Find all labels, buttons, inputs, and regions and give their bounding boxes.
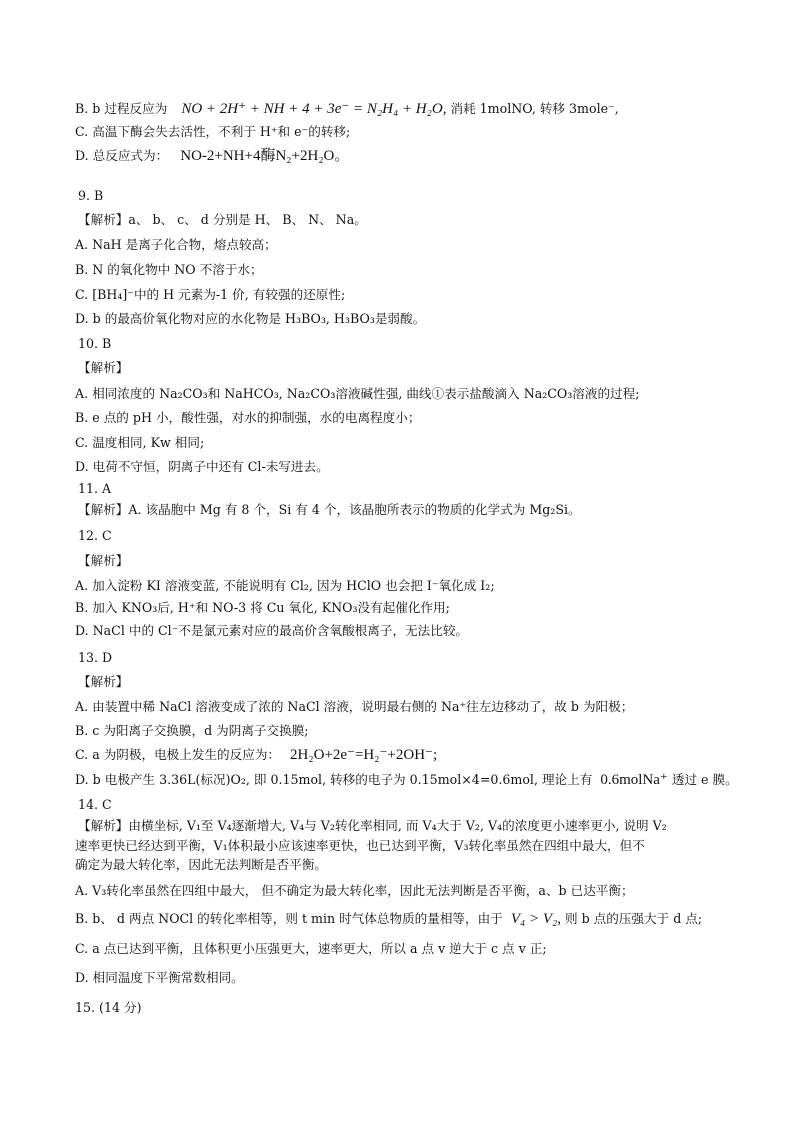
question-15-header: 15. (14 分) — [75, 1000, 142, 1015]
analysis-10: 【解析】 — [78, 360, 129, 375]
answer-9: 9. B — [78, 188, 104, 203]
analysis-12: 【解析】 — [78, 553, 129, 568]
analysis-14-line2: 速率更快已经达到平衡，V₁体积最小应该速率更快，也已达到平衡，V₃转化率虽然在四组中最大，但不 — [75, 838, 645, 853]
option-text: B. b、 d 两点 NOCl 的转化率相等，则 t min 时气体总物质的量相等，由于 — [75, 911, 503, 926]
answer-13: 13. D — [78, 650, 113, 665]
option-text: 则 b 点的压强大于 d 点; — [564, 911, 703, 926]
option-c-13 — [75, 747, 437, 763]
option-d-9: D. b 的最高价氧化物对应的水化物是 H₃BO₃, H₃BO₃是弱酸。 — [75, 311, 426, 326]
option-b-8 — [75, 101, 619, 117]
option-c-10: C. 温度相同, Kw 相同; — [75, 435, 205, 450]
analysis-14-line1: 【解析】由横坐标, V₁至 V₄逐渐增大, V₄与 V₂转化率相同, 而 V₄大于 V₂, V₄的浓度更小速率更小, 说明 V₂ — [78, 818, 667, 833]
option-text: C. a 为阴极，电极上发生的反应为： — [75, 747, 281, 762]
option-d-10: D. 电荷不守恒，阴离子中还有 Cl-未写进去。 — [75, 459, 329, 474]
option-d-12: D. NaCl 中的 Cl⁻不是氯元素对应的最高价含氧酸根离子，无法比较。 — [75, 623, 469, 638]
equation: NO + 2H⁺ + NH + 4 + 3e⁻ = N₂H₄ + H₂O, — [181, 101, 447, 117]
equation: V₄ > V₂, — [510, 911, 561, 927]
analysis-14-line3: 确定为最大转化率，因此无法判断是否平衡。 — [75, 857, 327, 872]
option-text: 透过 e 膜。 — [671, 772, 738, 787]
option-c-14: C. a 点已达到平衡，且体积更小压强更大，速率更大，所以 a 点 v 逆大于 c 点 v 正; — [75, 941, 547, 956]
option-text: 消耗 1molNO, 转移 3mole⁻, — [450, 101, 619, 116]
option-a-12: A. 加入淀粉 KI 溶液变蓝, 不能说明有 Cl₂, 因为 HClO 也会把 I⁻氧化成 I₂; — [75, 578, 495, 593]
option-text: B. b 过程反应为 — [75, 101, 168, 116]
option-text: D. 总反应式为： — [75, 148, 169, 163]
option-a-14: A. V₃转化率虽然在四组中最大， 但不确定为最大转化率，因此无法判断是否平衡，a、b 已达平衡； — [75, 883, 634, 898]
option-a-13: A. 由装置中稀 NaCl 溶液变成了浓的 NaCl 溶液，说明最右侧的 Na⁺往左边移动了，故 b 为阳极； — [75, 699, 634, 714]
equation: NO-2+NH+4酶N₂+2H₂O。 — [180, 148, 350, 164]
option-c-9: C. [BH₄]⁻中的 H 元素为-1 价, 有较强的还原性; — [75, 287, 346, 302]
answer-10: 10. B — [78, 336, 112, 351]
option-c-8: C. 高温下酶会失去活性，不利于 H⁺和 e⁻的转移; — [75, 124, 351, 139]
answer-14: 14. C — [78, 797, 112, 812]
equation: 0.6molNa⁺ — [600, 772, 668, 788]
option-b-14 — [75, 911, 702, 927]
option-b-10: B. e 点的 pH 小，酸性强，对水的抑制强，水的电离程度小； — [75, 410, 421, 425]
option-b-9: B. N 的氧化物中 NO 不溶于水； — [75, 262, 263, 277]
answer-11: 11. A — [78, 481, 112, 496]
answer-12: 12. C — [78, 528, 112, 543]
option-d-13 — [75, 772, 738, 788]
analysis-11: 【解析】A. 该晶胞中 Mg 有 8 个，Si 有 4 个，该晶胞所表示的物质的化学式为 Mg₂Si。 — [78, 502, 581, 517]
option-b-12: B. 加入 KNO₃后, H⁺和 NO-3 将 Cu 氧化, KNO₃没有起催化作用; — [75, 600, 450, 615]
option-b-13: B. c 为阳离子交换膜，d 为阴离子交换膜; — [75, 723, 309, 738]
option-a-9: A. NaH 是离子化合物，熔点较高； — [75, 237, 277, 252]
equation: 2H₂O+2e⁻=H₂⁻+2OH⁻; — [290, 747, 438, 763]
option-text: D. b 电极产生 3.36L(标况)O₂, 即 0.15mol, 转移的电子为 0.15mol×4=0.6mol, 理论上有 — [75, 772, 593, 787]
analysis-13: 【解析】 — [78, 674, 129, 689]
option-a-10: A. 相同浓度的 Na₂CO₃和 NaHCO₃, Na₂CO₃溶液碱性强, 曲线①表示盐酸滴入 Na₂CO₃溶液的过程; — [75, 386, 640, 401]
option-d-8 — [75, 148, 349, 164]
option-d-14: D. 相同温度下平衡常数相同。 — [75, 970, 244, 985]
analysis-9: 【解析】a、 b、 c、 d 分别是 H、 B、 N、 Na。 — [78, 212, 367, 227]
